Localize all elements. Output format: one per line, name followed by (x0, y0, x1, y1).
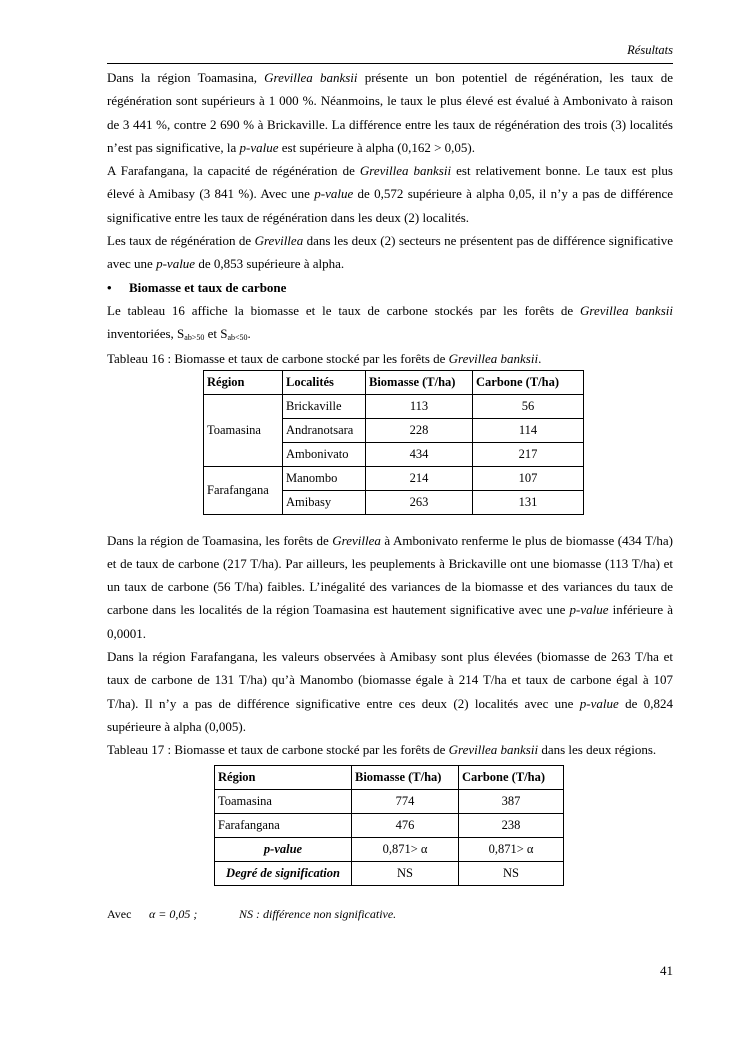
note-ns: NS : différence non significative. (239, 906, 397, 921)
table17-caption: Tableau 17 : Biomasse et taux de carbone stocké par les forêts de Grevillea banksii dans les deux régions. (107, 742, 657, 758)
note-alpha: α = 0,05 ; (149, 906, 198, 921)
header-title: Résultats (627, 43, 673, 57)
paragraph-table16-intro: Le tableau 16 affiche la biomasse et le taux de carbone stockés par les forêts de Grevillea banksii inventoriées, $S_{ab>50}$ et $S_{ab<50}$. (107, 302, 673, 343)
table-header-row (204, 370, 584, 394)
region-cell: Toamasina (215, 789, 352, 813)
biomass-cell: 774 (352, 789, 459, 813)
table-row (215, 789, 564, 813)
carbon-cell: 56 (473, 394, 584, 418)
paragraph-toamasina-biomass: Dans la région de Toamasina, les forêts de Grevillea à Ambonivato renferme le plus de biomasse (434 T/ha) et de taux de carbone (217 T/ha). Par ailleurs, les peuplements à Brickaville ont une biomasse (113 T/ha) et un taux de carbone (56 T/ha) faibles. L’inégalité des variances de la biomasse et des variances du taux de carbone dans les localités de la région Toamasina est hautement significative avec une p-value inférieure à 0,0001. (107, 532, 674, 641)
table-header-row (215, 765, 564, 789)
locality-cell: Manombo (283, 466, 366, 490)
significance-label-cell: Degré de signification (215, 861, 352, 885)
table-row (215, 837, 564, 861)
locality-cell: Andranotsara (283, 418, 366, 442)
locality-cell: Ambonivato (283, 442, 366, 466)
biomass-cell: 228 (366, 418, 473, 442)
carbon-cell: 217 (473, 442, 584, 466)
header-biomasse: Biomasse (T/ha) (352, 765, 459, 789)
region-cell: Farafangana (204, 466, 283, 514)
carbon-cell: 0,871> α (459, 837, 564, 861)
carbon-cell: 107 (473, 466, 584, 490)
biomass-cell: 214 (366, 466, 473, 490)
table-note (107, 906, 673, 922)
carbon-cell: NS (459, 861, 564, 885)
table-16 (203, 370, 584, 515)
region-cell: Toamasina (204, 394, 283, 466)
page-header (107, 43, 673, 64)
header-region: Région (204, 370, 283, 394)
page-number: 41 (660, 963, 673, 978)
pvalue-label-cell: p-value (215, 837, 352, 861)
biomass-cell: 476 (352, 813, 459, 837)
biomass-cell: 263 (366, 490, 473, 514)
paragraph-farafangana-biomass: Dans la région Farafangana, les valeurs observées à Amibasy sont plus élevées (biomasse de 263 T/ha et taux de carbone de 131 T/ha) qu’à Manombo (biomasse égale à 214 T/ha et taux de carbone égal à 107 T/ha). Il n’y a pas de différence significative entre ces deux (2) localités avec une p-value de 0,824 supérieure à alpha (0,005). (107, 649, 673, 734)
biomass-cell: 113 (366, 394, 473, 418)
bullet-icon: • (107, 279, 112, 295)
header-biomasse: Biomasse (T/ha) (366, 370, 473, 394)
table-17 (214, 765, 564, 886)
section-heading: • Biomasse et taux de carbone (107, 276, 673, 299)
table-row (215, 861, 564, 885)
carbon-cell: 387 (459, 789, 564, 813)
table16-caption: Tableau 16 : Biomasse et taux de carbone stocké par les forêts de Grevillea banksii. (107, 350, 542, 366)
region-cell: Farafangana (215, 813, 352, 837)
locality-cell: Brickaville (283, 394, 366, 418)
carbon-cell: 114 (473, 418, 584, 442)
carbon-cell: 131 (473, 490, 584, 514)
note-avec: Avec (107, 906, 132, 921)
header-localites: Localités (283, 370, 366, 394)
biomass-cell: 434 (366, 442, 473, 466)
carbon-cell: 238 (459, 813, 564, 837)
biomass-cell: NS (352, 861, 459, 885)
paragraph-sectors-comparison: Les taux de régénération de Grevillea dans les deux (2) secteurs ne présentent pas de différence significative avec une p-value de 0,853 supérieure à alpha. (107, 233, 673, 272)
paragraph-farafangana-regeneration: A Farafangana, la capacité de régénération de Grevillea banksii est relativement bonne. Le taux est plus élevé à Amibasy (3 841 %). Avec une p-value de 0,572 supérieure à alpha 0,05, il n’y a pas de différence significative entre les taux de régénération dans les deux (2) localités. (107, 163, 674, 225)
header-region: Région (215, 765, 352, 789)
page-content (107, 66, 673, 922)
locality-cell: Amibasy (283, 490, 366, 514)
table-row (204, 466, 584, 490)
header-carbone: Carbone (T/ha) (473, 370, 584, 394)
paragraph-toamasina-regeneration: Dans la région Toamasina, Grevillea banksii présente un bon potentiel de régénération, les taux de régénération sont supérieurs à 1 000 %. Néanmoins, le taux le plus élevé est évalué à Ambonivato à raison de 3 441 %, contre 2 690 % à Brickaville. La différence entre les taux de régénération des trois (3) localités n’est pas significative, la p-value est supérieure à alpha (0,162 > 0,05). (107, 70, 673, 155)
table-row (215, 813, 564, 837)
header-carbone: Carbone (T/ha) (459, 765, 564, 789)
table-row (204, 394, 584, 418)
biomass-cell: 0,871> α (352, 837, 459, 861)
